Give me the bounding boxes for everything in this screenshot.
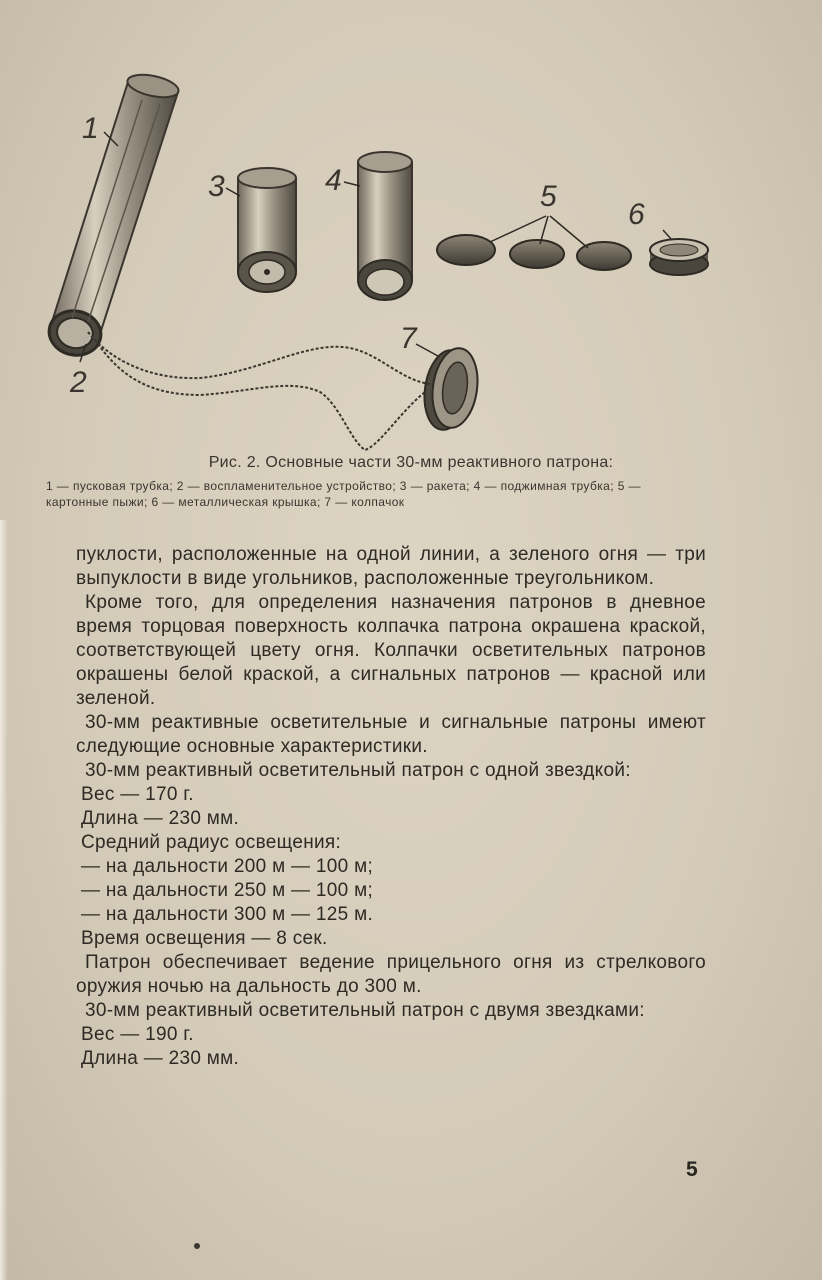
rocket-icon — [238, 168, 296, 292]
metal-lid-icon — [650, 230, 708, 275]
figure-label-6: 6 — [628, 198, 645, 231]
press-tube-icon — [358, 152, 412, 300]
cardboard-wad-icon — [437, 216, 631, 270]
ink-spot — [194, 1243, 200, 1249]
spec-weight: Вес — 190 г. — [81, 1024, 194, 1045]
spec-radius-250: — на дальности 250 м — 100 м; — [81, 880, 374, 901]
figure-caption-legend: 1 — пусковая трубка; 2 — воспламенительное устройство; 3 — ракета; 4 — поджимная трубка; 5 — картонные пыжи; 6 — металлическая крышка; 7 — колпачок — [46, 479, 641, 509]
spec-length: Длина — 230 мм. — [81, 808, 240, 829]
body-text — [76, 543, 706, 1071]
cap-icon — [420, 345, 483, 432]
paragraph: 30-мм реактивный осветительный патрон с двумя звездками: — [85, 1000, 645, 1021]
figure-label-7: 7 — [400, 322, 417, 355]
paragraph: Кроме того, для определения назначения патронов в дневное время торцовая поверхность колпачка патрона окрашена краской, соответствующей цвету огня. Колпачки осветительных патронов окрашены белой краской, а сигнальных патронов — красной или зеленой. — [76, 592, 706, 709]
paragraph: 30-мм реактивный осветительный патрон с одной звездкой: — [85, 760, 631, 781]
launch-tube-icon — [45, 71, 181, 360]
figure-label-2: 2 — [70, 366, 87, 399]
figure-label-3: 3 — [208, 170, 225, 203]
figure-label-5: 5 — [540, 180, 557, 213]
figure-label-4: 4 — [325, 164, 342, 197]
cord-icon — [88, 332, 430, 450]
spec-illumination-time: Время освещения — 8 сек. — [81, 928, 328, 949]
paragraph: пуклости, расположенные на одной линии, а зеленого огня — три выпуклости в виде угольников, расположенные треугольником. — [76, 544, 706, 589]
page-edge — [0, 520, 8, 1280]
spec-radius-300: — на дальности 300 м — 125 м. — [81, 904, 374, 925]
spec-length: Длина — 230 мм. — [81, 1048, 240, 1069]
figure-label-1: 1 — [82, 112, 99, 145]
figure-caption-title: Рис. 2. Основные части 30-мм реактивного патрона: — [208, 454, 614, 471]
spec-radius-heading: Средний радиус освещения: — [81, 832, 342, 853]
paragraph: Патрон обеспечивает ведение прицельного огня из стрелкового оружия ночью на дальность до 300 м. — [76, 952, 706, 997]
page-number: 5 — [686, 1158, 698, 1181]
paragraph: 30-мм реактивные осветительные и сигнальные патроны имеют следующие основные характеристики. — [76, 712, 706, 757]
spec-weight: Вес — 170 г. — [81, 784, 194, 805]
spec-radius-200: — на дальности 200 м — 100 м; — [81, 856, 374, 877]
cartridge-parts-illustration — [0, 0, 822, 460]
